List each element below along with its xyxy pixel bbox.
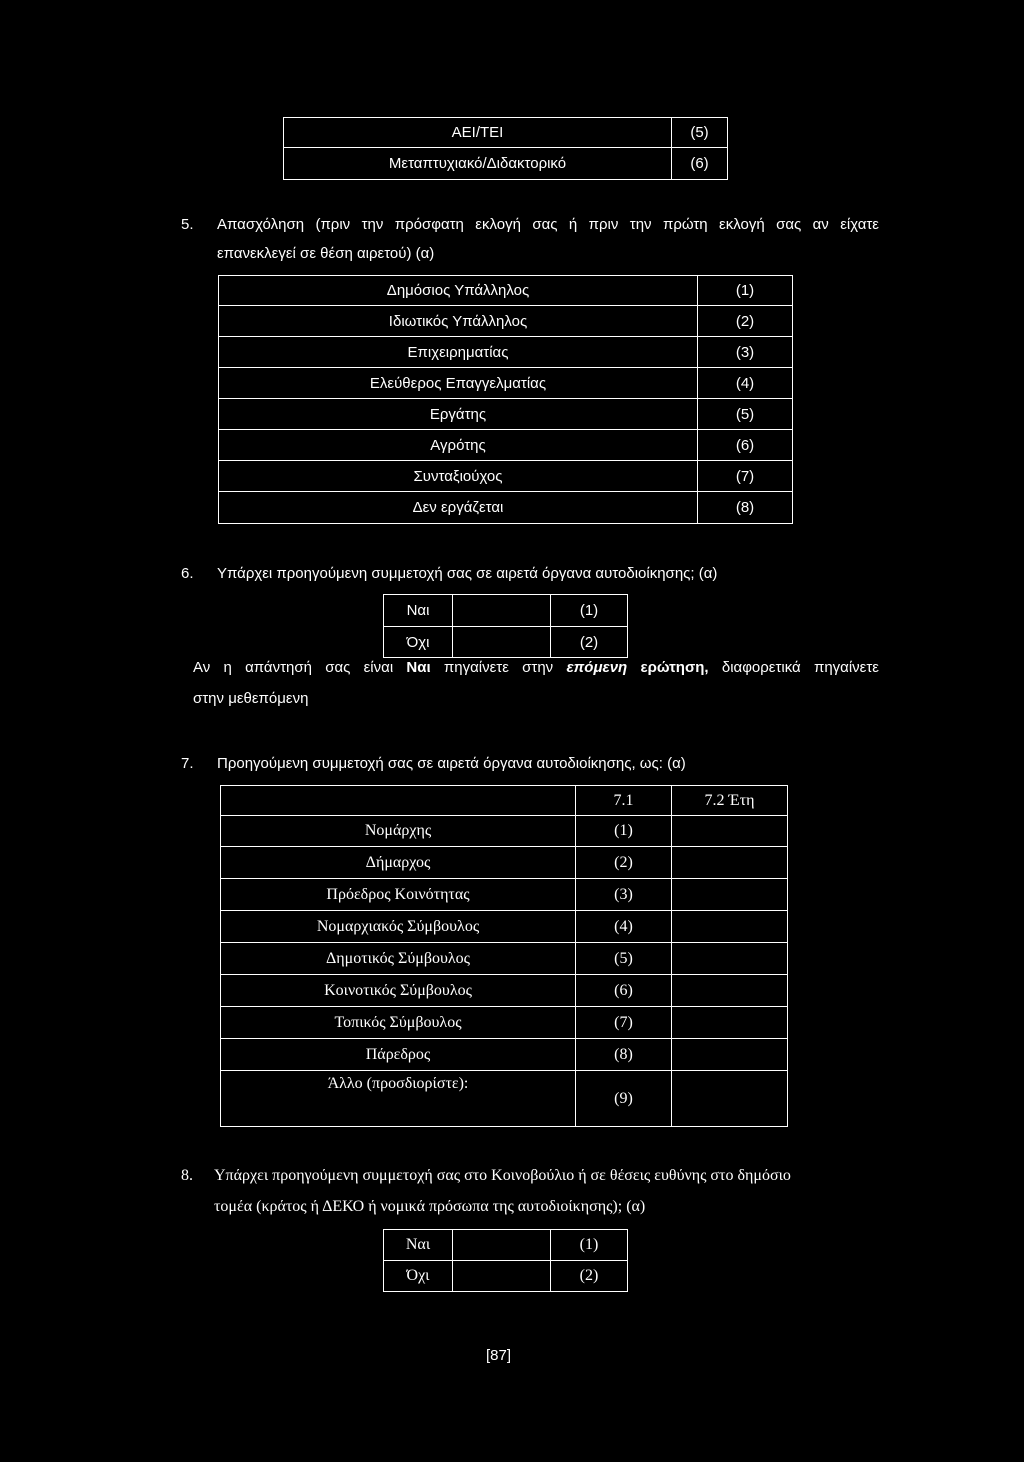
instruction-text: διαφορετικά πηγαίνετε [708, 659, 879, 676]
question-8-text-line1: Υπάρχει προηγούμενη συμμετοχή σας στο Κοινοβούλιο ή σε θέσεις ευθύνης στο δημόσιο [214, 1167, 791, 1184]
question-6-text: Υπάρχει προηγούμενη συμμετοχή σας σε αιρετά όργανα αυτοδιοίκησης; (α) [217, 565, 718, 582]
question-8-text-line2: τομέα (κράτος ή ΔΕΚΟ ή νομικά πρόσωπα της αυτοδιοίκησης); (α) [214, 1198, 646, 1215]
option-code: (3) [698, 337, 793, 368]
option-label: Νομαρχιακός Σύμβουλος [221, 911, 576, 943]
option-code: (5) [576, 943, 672, 975]
option-label: Νομάρχης [221, 816, 576, 847]
table-row [221, 879, 788, 911]
option-label: Δημόσιος Υπάλληλος [219, 276, 698, 306]
option-label: Όχι [384, 627, 453, 658]
option-label: Ναι [384, 595, 453, 627]
years-cell [672, 847, 788, 879]
option-code: (6) [576, 975, 672, 1007]
option-code: (8) [576, 1039, 672, 1071]
instruction-text: πηγαίνετε στην [430, 659, 567, 676]
option-label: Ιδιωτικός Υπάλληλος [219, 306, 698, 337]
table-row [219, 276, 793, 306]
option-code: (4) [698, 368, 793, 399]
option-code: (3) [576, 879, 672, 911]
option-label: Ναι [384, 1230, 453, 1261]
page-number: [87] [486, 1347, 512, 1364]
instruction-bold-question: ερώτηση, [627, 659, 709, 676]
question-5-text-line2: επανεκλεγεί σε θέση αιρετού) (α) [217, 245, 435, 262]
years-cell [672, 879, 788, 911]
option-label: Εργάτης [219, 399, 698, 430]
question-7-text: Προηγούμενη συμμετοχή σας σε αιρετά όργανα αυτοδιοίκησης, ως: (α) [217, 755, 686, 772]
option-label: Συνταξιούχος [219, 461, 698, 492]
option-code: (2) [576, 847, 672, 879]
table-row [219, 430, 793, 461]
table-header-row [221, 786, 788, 816]
table-row [219, 306, 793, 337]
option-code: (5) [672, 118, 728, 148]
table-row [221, 911, 788, 943]
years-cell [672, 911, 788, 943]
question-6-instruction-line2: στην μεθεπόμενη [193, 690, 309, 707]
option-label: Τοπικός Σύμβουλος [221, 1007, 576, 1039]
table-row [384, 1230, 628, 1261]
employment-table [218, 275, 793, 524]
option-label: Δημοτικός Σύμβουλος [221, 943, 576, 975]
option-code: (7) [698, 461, 793, 492]
option-code: (6) [698, 430, 793, 461]
years-cell [672, 1039, 788, 1071]
option-code: (2) [698, 306, 793, 337]
years-cell [672, 1007, 788, 1039]
option-code: (9) [576, 1071, 672, 1127]
column-header-7-2: 7.2 Έτη [672, 786, 788, 816]
option-label: Επιχειρηματίας [219, 337, 698, 368]
empty-cell [221, 786, 576, 816]
years-cell [672, 943, 788, 975]
option-code: (1) [551, 1230, 628, 1261]
option-label: ΑΕΙ/ΤΕΙ [284, 118, 672, 148]
education-table-continued [283, 117, 728, 180]
option-label: Ελεύθερος Επαγγελματίας [219, 368, 698, 399]
positions-table [220, 785, 788, 1127]
table-row [221, 943, 788, 975]
option-label: Πάρεδρος [221, 1039, 576, 1071]
table-row [221, 847, 788, 879]
previous-participation-table [383, 594, 628, 658]
table-row [221, 1039, 788, 1071]
option-label: Όχι [384, 1261, 453, 1292]
table-row [384, 595, 628, 627]
table-row [284, 148, 728, 180]
option-code: (1) [698, 276, 793, 306]
table-row [221, 816, 788, 847]
instruction-text: Αν η απάντησή σας είναι [193, 659, 407, 676]
table-row [219, 461, 793, 492]
years-cell [672, 1071, 788, 1127]
parliament-participation-table [383, 1229, 628, 1292]
option-code: (8) [698, 492, 793, 524]
question-5-number: 5. [181, 216, 194, 233]
option-label: Πρόεδρος Κοινότητας [221, 879, 576, 911]
instruction-bold-next: επόμενη [566, 659, 628, 676]
column-header-7-1: 7.1 [576, 786, 672, 816]
empty-cell [453, 1230, 551, 1261]
table-row [219, 399, 793, 430]
table-row [221, 1007, 788, 1039]
option-code: (7) [576, 1007, 672, 1039]
empty-cell [453, 1261, 551, 1292]
option-label: Άλλο (προσδιορίστε): [221, 1071, 576, 1127]
option-code: (2) [551, 627, 628, 658]
table-row [384, 1261, 628, 1292]
table-row [221, 1071, 788, 1127]
empty-cell [453, 595, 551, 627]
instruction-bold-yes: Ναι [406, 659, 431, 676]
table-row [284, 118, 728, 148]
question-7-number: 7. [181, 755, 194, 772]
option-label: Μεταπτυχιακό/Διδακτορικό [284, 148, 672, 180]
years-cell [672, 975, 788, 1007]
years-cell [672, 816, 788, 847]
table-row [219, 492, 793, 524]
option-code: (4) [576, 911, 672, 943]
question-6-number: 6. [181, 565, 194, 582]
option-label: Αγρότης [219, 430, 698, 461]
question-8-number: 8. [181, 1167, 193, 1184]
empty-cell [453, 627, 551, 658]
option-code: (1) [551, 595, 628, 627]
option-code: (2) [551, 1261, 628, 1292]
table-row [384, 627, 628, 658]
option-label: Κοινοτικός Σύμβουλος [221, 975, 576, 1007]
option-code: (1) [576, 816, 672, 847]
question-5-text-line1: Απασχόληση (πριν την πρόσφατη εκλογή σας ή πριν την πρώτη εκλογή σας αν είχατε [217, 216, 879, 233]
table-row [219, 337, 793, 368]
table-row [221, 975, 788, 1007]
option-label: Δεν εργάζεται [219, 492, 698, 524]
option-label: Δήμαρχος [221, 847, 576, 879]
option-code: (5) [698, 399, 793, 430]
question-6-instruction [193, 659, 879, 676]
table-row [219, 368, 793, 399]
option-code: (6) [672, 148, 728, 180]
